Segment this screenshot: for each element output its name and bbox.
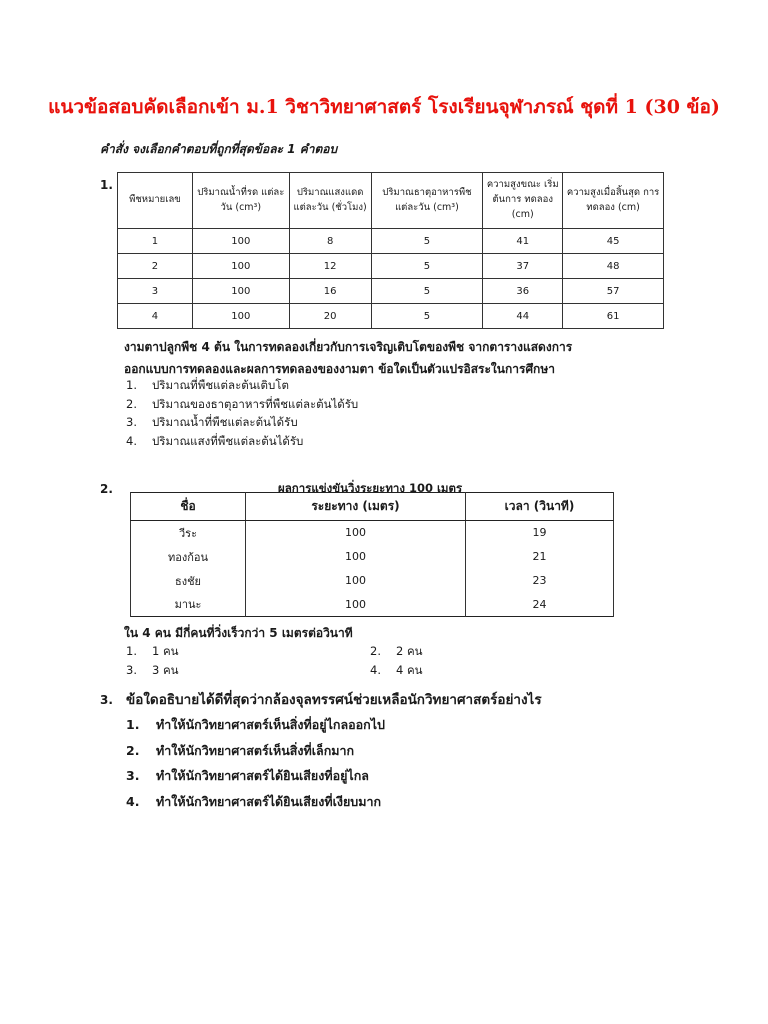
table-row [131, 521, 614, 545]
table-cell: 48 [563, 254, 664, 279]
option-number: 4. [126, 793, 140, 809]
option-label: ปริมาณของธาตุอาหารที่พืชแต่ละต้นได้รับ [152, 396, 359, 411]
table-cell: 5 [371, 229, 483, 254]
question-2-table-caption: ผลการแข่งขันวิ่งระยะทาง 100 เมตร [278, 481, 463, 495]
table-cell: 12 [289, 254, 371, 279]
table-cell: 5 [371, 254, 483, 279]
table-cell: 5 [371, 279, 483, 304]
table-cell: 37 [483, 254, 563, 279]
option-label: 2 คน [396, 644, 423, 658]
table-cell: 100 [192, 229, 289, 254]
option-number: 2. [370, 644, 381, 658]
question-1-table [117, 172, 664, 329]
option-label: ทำให้นักวิทยาศาสตร์เห็นสิ่งที่เล็กมาก [156, 742, 355, 758]
option-label: ทำให้นักวิทยาศาสตร์ได้ยินเสียงที่เงียบมาก [156, 793, 382, 809]
question-2-table [130, 492, 614, 617]
question-2-option-item[interactable] [126, 661, 179, 680]
table-row [131, 545, 614, 569]
question-2-stem: ใน 4 คน มีกี่คนที่วิ่งเร็วกว่า 5 เมตรต่อวินาที [124, 626, 353, 640]
option-item[interactable] [126, 738, 385, 764]
option-number: 1. [126, 644, 137, 658]
table-header-cell: ชื่อ [131, 493, 246, 521]
option-item[interactable] [126, 763, 385, 789]
question-1-stem-line: ออกแบบการทดลองและผลการทดลองของงามตา ข้อใดเป็นตัวแปรอิสระในการศึกษา [124, 362, 555, 376]
question-2-option-item[interactable] [126, 642, 179, 661]
question-1-options [126, 376, 358, 450]
table-cell: 24 [466, 593, 614, 617]
table-header-row [131, 493, 614, 521]
option-label: ปริมาณน้ำที่พืชแต่ละต้นได้รับ [152, 415, 298, 429]
table-cell: 3 [118, 279, 193, 304]
table-header-cell: ระยะทาง (เมตร) [246, 493, 466, 521]
table-cell: ทองก้อน [131, 545, 246, 569]
table-cell: ธงชัย [131, 569, 246, 593]
option-number: 2. [126, 742, 140, 758]
question-2-option-item[interactable] [370, 642, 423, 661]
table-cell: 100 [246, 593, 466, 617]
table-cell: 21 [466, 545, 614, 569]
option-label: 4 คน [396, 663, 423, 677]
option-label: ปริมาณที่พืชแต่ละต้นเติบโต [152, 378, 289, 392]
table-cell: 100 [192, 254, 289, 279]
table-row [118, 304, 664, 329]
table-cell: 8 [289, 229, 371, 254]
option-label: 1 คน [152, 644, 179, 658]
instruction-text: คำสั่ง จงเลือกคำตอบที่ถูกที่สุดข้อละ 1 คำตอบ [100, 142, 338, 156]
table-cell: 100 [246, 521, 466, 545]
question-2-option-item[interactable] [370, 661, 423, 680]
table-cell: 19 [466, 521, 614, 545]
table-cell: 41 [483, 229, 563, 254]
question-3-options [126, 712, 385, 814]
table-cell: 100 [246, 545, 466, 569]
option-number: 3. [126, 768, 140, 783]
option-number: 4. [370, 663, 381, 677]
table-row [118, 229, 664, 254]
table-cell: 16 [289, 279, 371, 304]
table-cell: 36 [483, 279, 563, 304]
table-row [118, 254, 664, 279]
table-cell: 45 [563, 229, 664, 254]
option-item[interactable] [126, 395, 358, 414]
table-cell: 100 [192, 279, 289, 304]
table-header-cell: ความสูงขณะ เริ่มต้นการ ทดลอง (cm) [483, 173, 563, 229]
table-cell: 100 [246, 569, 466, 593]
table-cell: 61 [563, 304, 664, 329]
table-cell: 1 [118, 229, 193, 254]
table-header-cell: ปริมาณน้ำที่รด แต่ละวัน (cm³) [192, 173, 289, 229]
option-item[interactable] [126, 413, 358, 432]
table-cell: 100 [192, 304, 289, 329]
option-label: ปริมาณแสงที่พืชแต่ละต้นได้รับ [152, 433, 304, 448]
table-row [131, 569, 614, 593]
option-label: ทำให้นักวิทยาศาสตร์ได้ยินเสียงที่อยู่ไกล [156, 768, 369, 783]
question-1-stem-line: งามตาปลูกพืช 4 ต้น ในการทดลองเกี่ยวกับการเจริญเติบโตของพืช จากตารางแสดงการ [124, 340, 573, 354]
option-label: 3 คน [152, 663, 179, 677]
table-cell: มานะ [131, 593, 246, 617]
option-number: 3. [126, 415, 137, 429]
question-1-number: 1. [100, 178, 113, 192]
option-number: 3. [126, 663, 137, 677]
table-header-cell: ปริมาณแสงแดด แต่ละวัน (ชั่วโมง) [289, 173, 371, 229]
table-header-row [118, 173, 664, 229]
table-cell: 5 [371, 304, 483, 329]
question-3-number: 3. [100, 693, 113, 707]
table-row [118, 279, 664, 304]
table-header-cell: ความสูงเมื่อสิ้นสุด การทดลอง (cm) [563, 173, 664, 229]
question-1-stem [124, 336, 572, 380]
option-item[interactable] [126, 712, 385, 738]
table-header-cell: ปริมาณธาตุอาหารพืช แต่ละวัน (cm³) [371, 173, 483, 229]
option-number: 4. [126, 433, 137, 448]
table-cell: 4 [118, 304, 193, 329]
table-cell: 57 [563, 279, 664, 304]
option-item[interactable] [126, 789, 385, 815]
option-number: 1. [126, 717, 140, 732]
table-cell: 44 [483, 304, 563, 329]
option-item[interactable] [126, 376, 358, 395]
table-cell: 23 [466, 569, 614, 593]
page-title: แนวข้อสอบคัดเลือกเข้า ม.1 วิชาวิทยาศาสตร์ โรงเรียนจุฬาภรณ์ ชุดที่ 1 (30 ข้อ) [48, 96, 720, 118]
question-3-stem: ข้อใดอธิบายได้ดีที่สุดว่ากล้องจุลทรรศน์ช่วยเหลือนักวิทยาศาสตร์อย่างไร [126, 692, 542, 708]
option-number: 1. [126, 378, 137, 392]
table-cell: วีระ [131, 521, 246, 545]
table-header-cell: พืชหมายเลข [118, 173, 193, 229]
question-2-number: 2. [100, 482, 113, 496]
option-number: 2. [126, 396, 137, 411]
table-cell: 2 [118, 254, 193, 279]
table-row [131, 593, 614, 617]
table-header-cell: เวลา (วินาที) [466, 493, 614, 521]
option-label: ทำให้นักวิทยาศาสตร์เห็นสิ่งที่อยู่ไกลออกไป [156, 717, 385, 732]
option-item[interactable] [126, 432, 358, 451]
table-cell: 20 [289, 304, 371, 329]
